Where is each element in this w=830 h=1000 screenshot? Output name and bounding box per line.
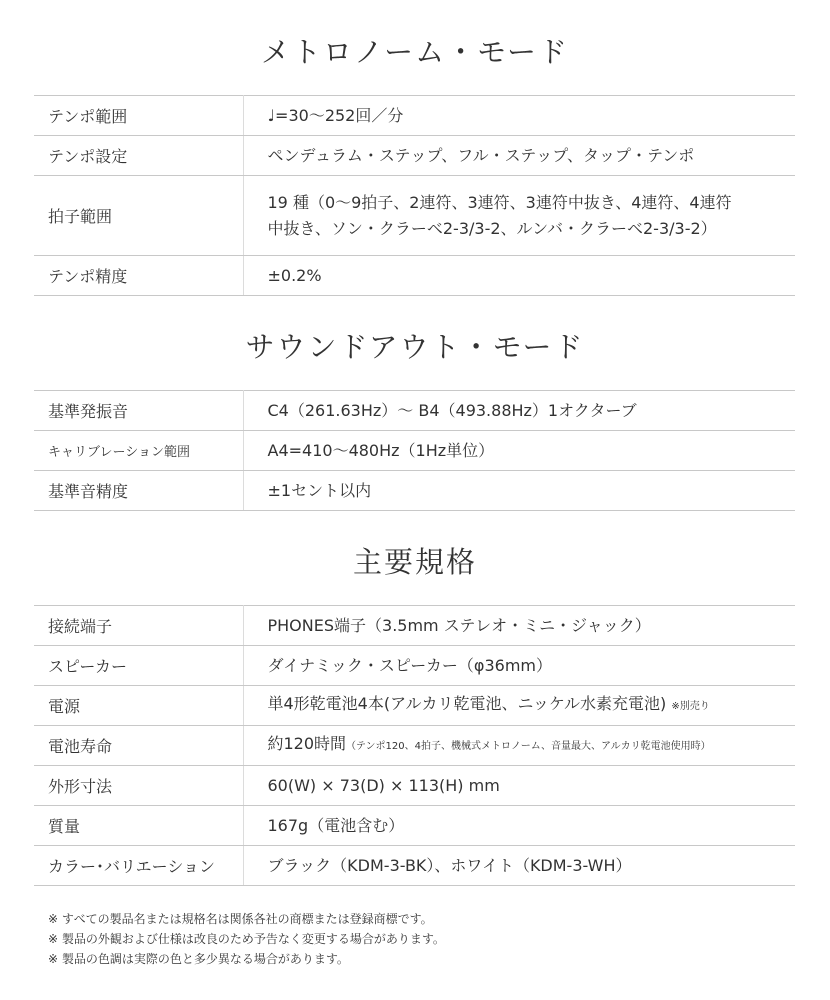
footnote: ※ すべての製品名または規格名は関係各社の商標または登録商標です。 [48,912,433,926]
section-title-main-spec: 主要規格 [352,545,477,579]
metronome-spec-table [34,95,795,296]
row-value: ペンデュラム・ステップ、フル・ステップ、タップ・テンポ [243,136,795,176]
table-row [34,176,795,256]
table-row [34,606,795,646]
table-row [34,686,795,726]
section-title-metronome: メトロノーム・モード [261,35,569,69]
row-value [243,726,795,766]
table-row [34,846,795,886]
row-value [243,686,795,726]
row-label: 質量 [34,806,243,846]
row-value: A4=410〜480Hz（1Hz単位） [243,431,795,471]
row-label: 外形寸法 [34,766,243,806]
row-label: テンポ範囲 [34,96,243,136]
row-value: ±1セント以内 [243,471,795,511]
sound-out-spec-table [34,390,795,511]
row-label: テンポ精度 [34,256,243,296]
row-value-text: 単4形乾電池4本(アルカリ乾電池、ニッケル水素充電池) [267,694,667,713]
section-title-sound-out: サウンドアウト・モード [245,330,585,364]
row-label: キャリブレーション範囲 [34,431,243,471]
footnote: ※ 製品の色調は実際の色と多少異なる場合があります。 [48,952,349,966]
row-value: ブラック（KDM-3-BK）、ホワイト（KDM-3-WH） [243,846,795,886]
table-row [34,136,795,176]
row-label: 電源 [34,686,243,726]
table-row [34,431,795,471]
row-label: 基準発振音 [34,391,243,431]
row-label: カラー･バリエーション [34,846,243,886]
row-value: ♩=30〜252回／分 [243,96,795,136]
row-label: 拍子範囲 [34,176,243,256]
main-spec-table [34,605,795,886]
row-value: 167g（電池含む） [243,806,795,846]
table-row [34,391,795,431]
table-row [34,766,795,806]
row-label: 基準音精度 [34,471,243,511]
row-label: 接続端子 [34,606,243,646]
row-label: 電池寿命 [34,726,243,766]
row-value-note: ※別売り [671,701,710,712]
row-value: ダイナミック・スピーカー（φ36mm） [243,646,795,686]
row-value: C4（261.63Hz）〜 B4（493.88Hz）1オクターブ [243,391,795,431]
row-value: 60(W) × 73(D) × 113(H) mm [243,766,795,806]
row-value: ±0.2% [243,256,795,296]
row-value [243,176,795,256]
footnote: ※ 製品の外観および仕様は改良のため予告なく変更する場合があります。 [48,932,445,946]
table-row [34,256,795,296]
row-value: PHONES端子（3.5mm ステレオ・ミニ・ジャック） [243,606,795,646]
table-row [34,96,795,136]
row-label: テンポ設定 [34,136,243,176]
row-value-note: （テンポ120、4拍子、機械式メトロノーム、音量最大、アルカリ乾電池使用時） [346,741,711,752]
table-row [34,806,795,846]
row-value-line: 中抜き、ソン・クラーベ2-3/3-2、ルンバ・クラーベ2-3/3-2） [267,218,717,238]
footnotes [48,909,445,969]
row-value-line: 19 種（0〜9拍子、2連符、3連符、3連符中抜き、4連符、4連符 [267,192,732,212]
row-label: スピーカー [34,646,243,686]
table-row [34,471,795,511]
row-value-text: 約120時間 [267,734,347,753]
table-row [34,726,795,766]
table-row [34,646,795,686]
